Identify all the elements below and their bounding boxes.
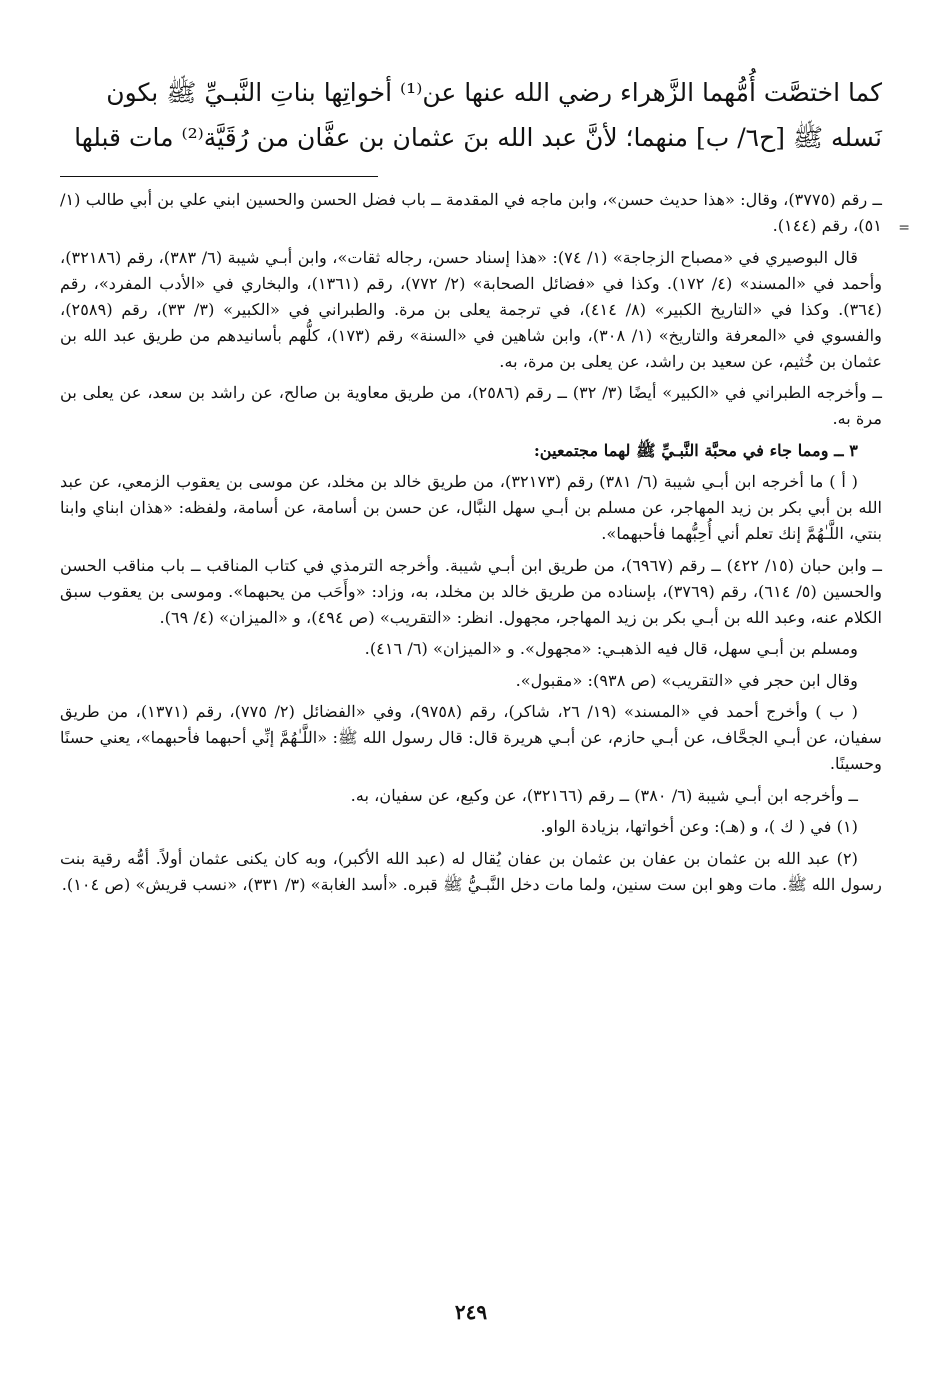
footnote-1: (١) في ( ك )، و (هـ): وعن أخواتها، بزيادة الواو.: [540, 817, 858, 836]
note-paragraph: ــ رقم (٣٧٧٥)، وقال: «هذا حديث حسن»، وابن ماجه في المقدمة ــ باب فضل الحسن والحسين ابني علي بن أبي طالب (١/ ٥١)، رقم (١٤٤).: [60, 190, 882, 235]
main-text-line-1: كما اختصَّت أُمُّهما الزَّهراء رضي الله عنها عن⁽¹⁾ أخواتِها بناتِ النَّبـيِّ ﷺ بكون: [106, 78, 882, 107]
note-paragraph: وقال ابن حجر في «التقريب» (ص ٩٣٨): «مقبول».: [515, 670, 858, 690]
main-text-line-2: نَسله ﷺ [ح٦/ ب] منهما؛ لأنَّ عبد الله بنَ عثمان بن عفَّان من رُقَيَّة⁽²⁾ مات قبلها: [74, 123, 882, 152]
note-paragraph: ومسلم بن أبـي سهل، قال فيه الذهبـي: «مجهول». و «الميزان» (٦/ ٤١٦).: [364, 639, 858, 658]
note-paragraph: قال البوصيري في «مصباح الزجاجة» (١/ ٧٤): «هذا إسناد حسن، رجاله ثقات»، وابن أبـي شيبة (٦/ ٣٨٣)، رقم (٣٢١٨٦)، وأحمد في «المسند» (٤/ ١٧٢). وكذا في «فضائل الصحابة» (٢/ ٧٧٢)، رقم (١٣٦١)، والبخاري في «الأدب المفرد»، رقم (٣٦٤). وكذا في «التاريخ الكبير» (٨/ ٤١٤)، في ترجمة يعلى بن مرة. والطبراني في «الكبير» (٣/ ٣٣)، رقم (٢٥٨٩)، والفسوي في «المعرفة والتاريخ» (١/ ٣٠٨)، وابن شاهين في «السنة» رقم (١٧٣)، كلُّهم بأسانيدهم من طريق عبد الله بن عثمان بن خُثيم، عن سعيد بن راشد، عن يعلى بن مرة، به.: [60, 247, 883, 371]
footnote-2: (٢) عبد الله بن عثمان بن عفان بن عثمان بن عفان يُقال له (عبد الله الأكبر)، وبه كان يكنى عثمان أولاً. أمُّه رقية بنت رسول الله ﷺ. مات وهو ابن ست سنين، ولما مات دخل النَّبـيُّ ﷺ قبره. «أسد الغابة» (٣/ ٣٣١)، «نسب قريش» (ص ١٠٤).: [60, 848, 882, 894]
note-paragraph: ( ب ) وأخرج أحمد في «المسند» (١٩/ ٢٦، شاكر)، رقم (٩٧٥٨)، وفي «الفضائل (٢/ ٧٧٥)، رقم (١٣٧١)، من طريق سفيان، عن أبـي الجحَّاف، عن أبـي حازم، عن أبـي هريرة قال: قال رسول الله ﷺ: «اللَّـٰهُمَّ إنِّي أحبهما فأحبهما»، يعني حسنًا وحسينًا.: [60, 702, 882, 773]
note-paragraph: ــ وابن حبان (١٥/ ٤٢٢) ــ رقم (٦٩٦٧)، من طريق ابن أبـي شيبة. وأخرجه الترمذي في كتاب المناقب ــ باب مناقب الحسن والحسين (٥/ ٦١٤)، رقم (٣٧٦٩)، بإسناده من طريق خالد بن مخلد، به، وزاد: «وأَحَب من يحبهما». وموسى بن يعقوب سبق الكلام عنه، وعبد الله بن أبـي بكر بن زيد المهاجر، مجهول. انظر: «التقريب» (ص ٤٩٤)، و «الميزان» (٤/ ٦٩).: [60, 555, 883, 627]
note-paragraph: ــ وأخرجه الطبراني في «الكبير» أيضًا (٣/ ٣٢) ــ رقم (٢٥٨٦)، من طريق معاوية بن صالح، عن راشد بن سعد، عن يعلى بن مرة به.: [60, 383, 882, 428]
main-text: [60, 70, 882, 160]
continuation-mark: =: [898, 220, 910, 236]
footnotes: [60, 187, 882, 898]
page-number: ٢٤٩: [454, 1300, 488, 1324]
footnote-divider: [60, 176, 378, 177]
note-paragraph: ــ وأخرجه ابن أبـي شيبة (٦/ ٣٨٠) ــ رقم (٣٢١٦٦)، عن وكيع، عن سفيان، به.: [350, 785, 858, 805]
section-heading: ٣ ــ ومما جاء في محبَّة النَّبـيِّ ﷺ لهما مجتمعين:: [533, 440, 858, 460]
document-page: [60, 70, 910, 1374]
note-paragraph: ( أ ) ما أخرجه ابن أبـي شيبة (٦/ ٣٨١) رقم (٣٢١٧٣)، من طريق خالد بن مخلد، عن موسى بن يعقوب الزمعي، عن عبد الله بن أبي بكر بن زيد المهاجر، عن مسلم بن أبـي سهل النبَّال، عن حسن بن أسامة، عن أسامة، ولفظه: «هذان ابناي وابنا بنتي، اللَّـٰهُمَّ إنك تعلم أني أُحِبُّهما فأحبهما».: [60, 472, 882, 543]
